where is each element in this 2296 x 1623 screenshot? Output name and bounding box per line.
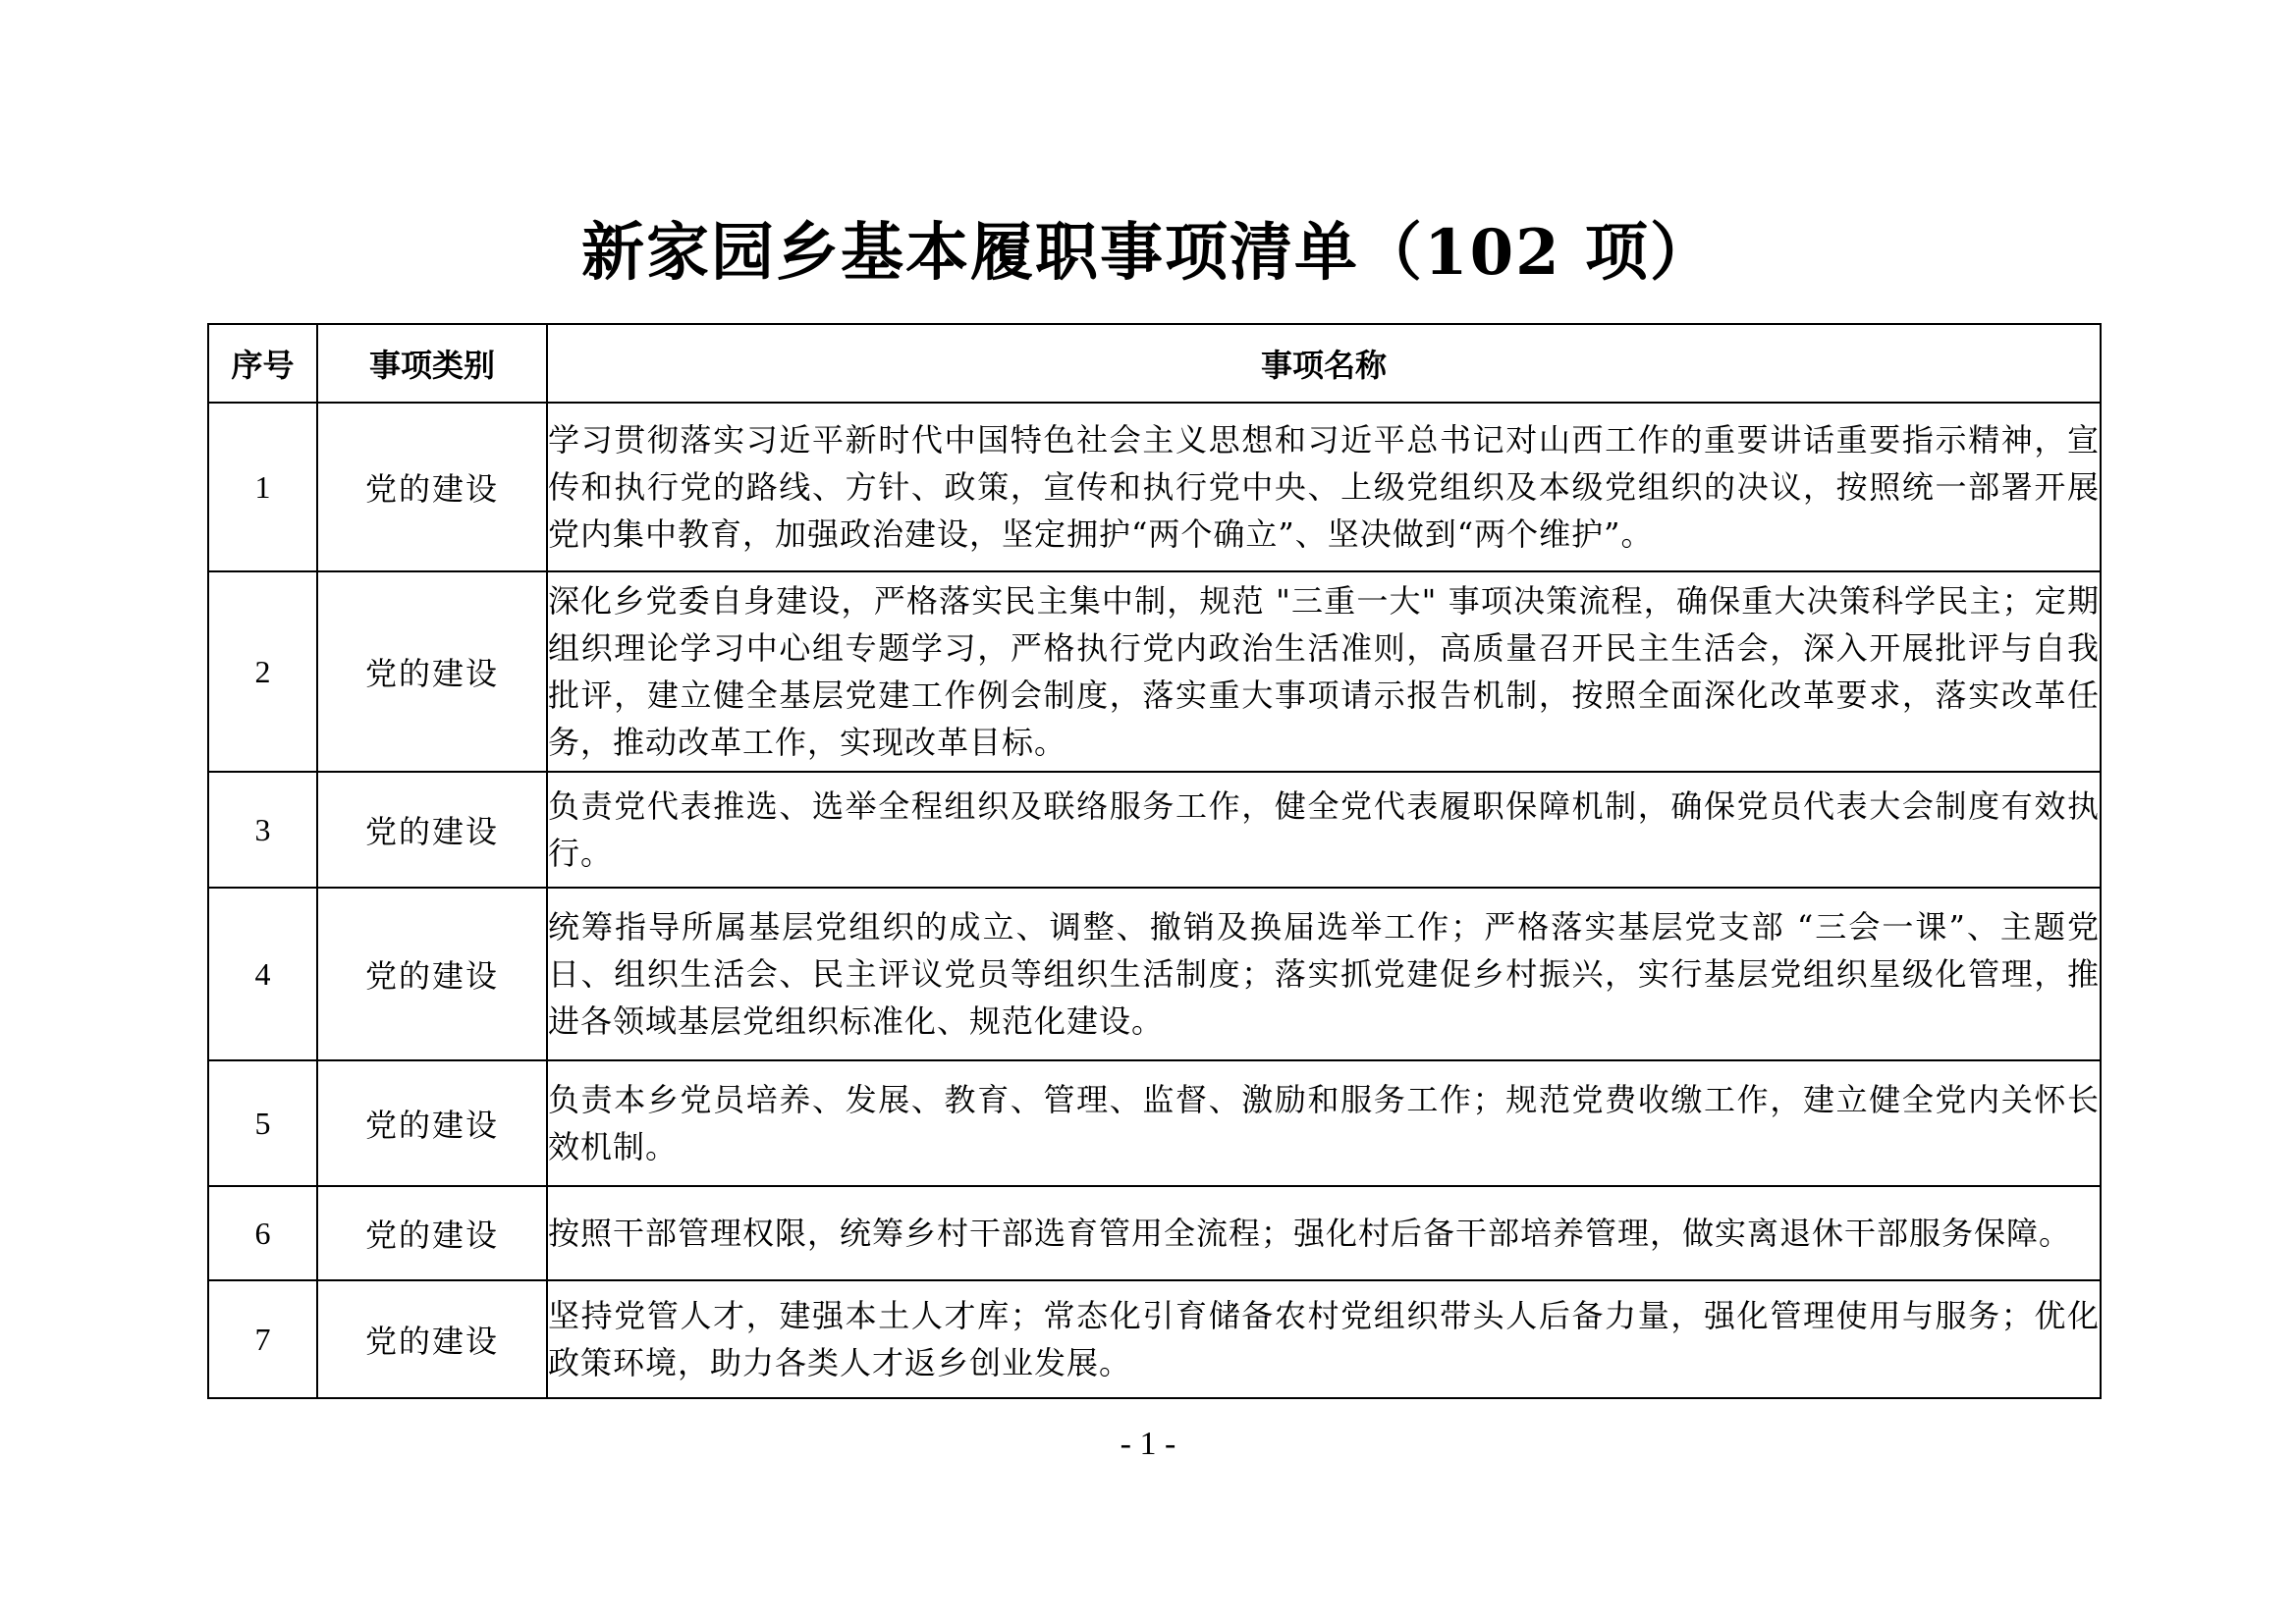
row-no: 4 xyxy=(208,888,317,1060)
header-no: 序号 xyxy=(208,324,317,403)
row-category: 党的建设 xyxy=(317,1186,547,1280)
row-name: 深化乡党委自身建设，严格落实民主集中制，规范 "三重一大" 事项决策流程，确保重大决策科学民主；定期组织理论学习中心组专题学习，严格执行党内政治生活准则，高质量召开民主生活会，深入开展批评与自我批评，建立健全基层党建工作例会制度，落实重大事项请示报告机制，按照全面深化改革要求，落实改革任务，推动改革工作，实现改革目标。 xyxy=(547,571,2101,772)
row-name: 负责本乡党员培养、发展、教育、管理、监督、激励和服务工作；规范党费收缴工作，建立健全党内关怀长效机制。 xyxy=(547,1060,2101,1186)
row-no: 3 xyxy=(208,772,317,888)
document-title: 新家园乡基本履职事项清单（102 项） xyxy=(581,216,1715,290)
row-name: 负责党代表推选、选举全程组织及联络服务工作，健全党代表履职保障机制，确保党员代表大会制度有效执行。 xyxy=(547,772,2101,888)
row-name: 统筹指导所属基层党组织的成立、调整、撤销及换届选举工作；严格落实基层党支部 “三会一课”、主题党日、组织生活会、民主评议党员等组织生活制度；落实抓党建促乡村振兴，实行基层党组织星级化管理，推进各领域基层党组织标准化、规范化建设。 xyxy=(547,888,2101,1060)
row-no: 2 xyxy=(208,571,317,772)
row-no: 1 xyxy=(208,403,317,571)
row-category: 党的建设 xyxy=(317,1280,547,1398)
row-name: 学习贯彻落实习近平新时代中国特色社会主义思想和习近平总书记对山西工作的重要讲话重要指示精神，宣传和执行党的路线、方针、政策，宣传和执行党中央、上级党组织及本级党组织的决议，按照统一部署开展党内集中教育，加强政治建设，坚定拥护“两个确立”、坚决做到“两个维护”。 xyxy=(547,403,2101,571)
table-row xyxy=(208,1280,2101,1398)
row-category: 党的建设 xyxy=(317,888,547,1060)
table-row xyxy=(208,1186,2101,1280)
row-name: 按照干部管理权限，统筹乡村干部选育管用全流程；强化村后备干部培养管理，做实离退休干部服务保障。 xyxy=(547,1186,2101,1280)
page-number: - 1 - xyxy=(1120,1426,1176,1462)
header-category: 事项类别 xyxy=(317,324,547,403)
table-row xyxy=(208,1060,2101,1186)
row-category: 党的建设 xyxy=(317,403,547,571)
row-no: 5 xyxy=(208,1060,317,1186)
table-row xyxy=(208,571,2101,772)
row-no: 6 xyxy=(208,1186,317,1280)
table-row xyxy=(208,888,2101,1060)
row-category: 党的建设 xyxy=(317,571,547,772)
duty-list-table xyxy=(207,323,2102,1399)
table-row xyxy=(208,772,2101,888)
row-category: 党的建设 xyxy=(317,772,547,888)
table-row xyxy=(208,403,2101,571)
row-category: 党的建设 xyxy=(317,1060,547,1186)
header-name: 事项名称 xyxy=(547,324,2101,403)
table-header-row xyxy=(208,324,2101,403)
row-name: 坚持党管人才，建强本土人才库；常态化引育储备农村党组织带头人后备力量，强化管理使用与服务；优化政策环境，助力各类人才返乡创业发展。 xyxy=(547,1280,2101,1398)
row-no: 7 xyxy=(208,1280,317,1398)
